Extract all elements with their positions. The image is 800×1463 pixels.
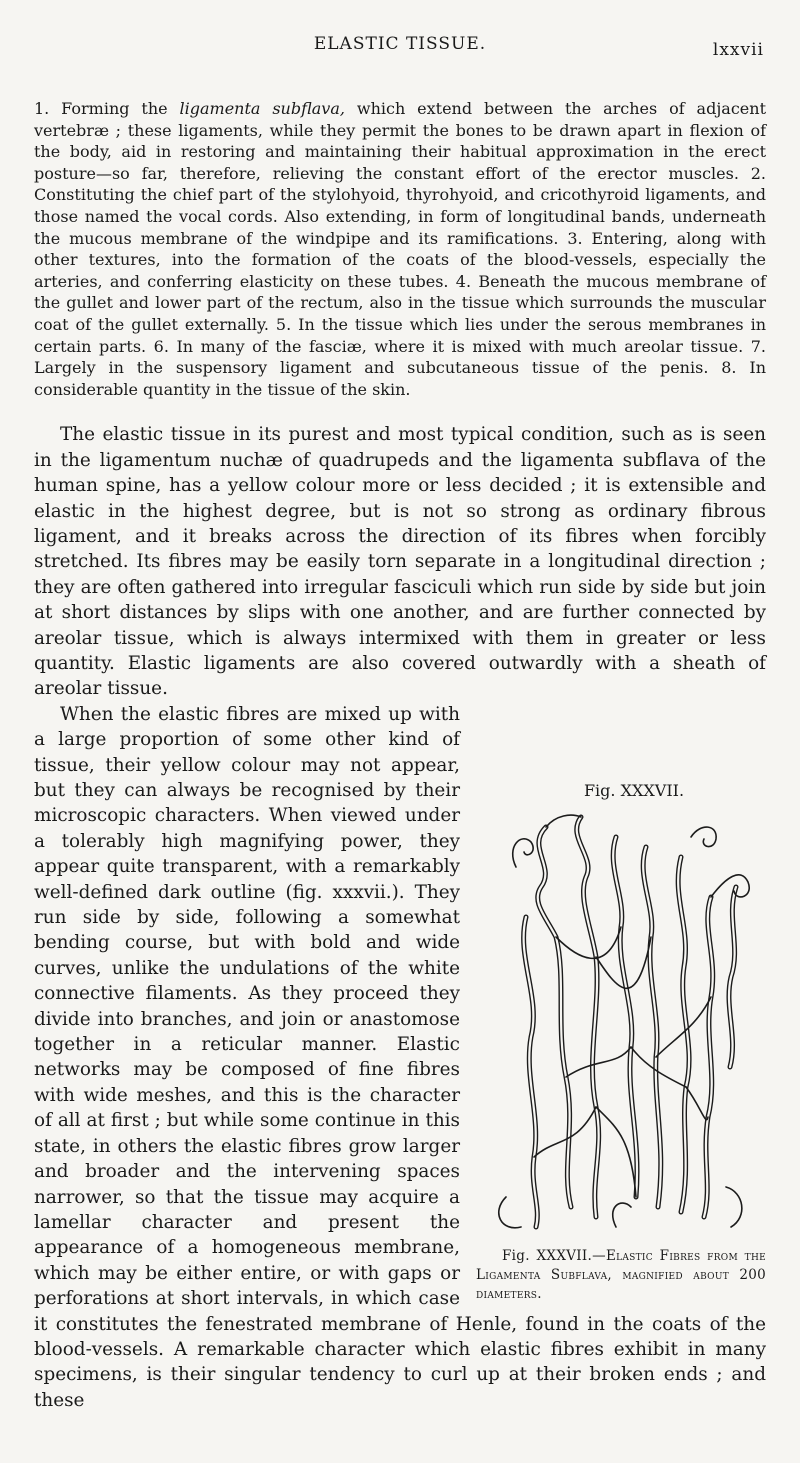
paragraph-2-text: When the elastic fibres are mixed up with a large proportion of some other kind of tissue, their yellow colour may not appear, but they can always be recognised by their microscopic characters. When viewed under a tolerably high magnifying power, they appear quite transparent, with a remarkably well-defined dark outline (fig. xxxvii.). They run side by side, following a somewhat bending course, but with bold and wide curves, unlike the undulations of the white connective filaments. As they proceed they divide into branches, and join or anastomose together in a reticular manner. Elastic networks may be composed of fine fibres with wide meshes, and this is the character of all at first ; but while some continue in this state, in others the elastic fibres grow larger and broader and the intervening spaces narrower, so that the tissue may acquire a lamellar character and present the appearance of a homogeneous membrane, which may be either entire, or with gaps or perforations at short intervals, in which case it constitutes the fenestrated membrane of Henle, found in the coats of the blood-vessels. A remarkable character which elastic fibres exhibit in many specimens, is their singular tendency to curl up at their broken ends ; and these	[34, 703, 766, 1411]
page-header	[34, 30, 766, 70]
paragraph-2-block	[34, 702, 766, 1413]
figure-xxxvii	[476, 764, 766, 1304]
figure-caption	[476, 1247, 766, 1304]
figure-label: Fig. XXXVII.	[583, 780, 685, 800]
body-paragraph-1: The elastic tissue in its purest and most typical condition, such as is seen in the ligamentum nuchæ of quadrupeds and the ligamenta subflava of the human spine, has a yellow colour more or less decided ; it is extensible and elastic in the highest degree, but is not so strong as ordinary fibrous ligament, and it breaks across the direction of its fibres when forcibly stretched. Its fibres may be easily torn separate in a longitudinal direction ; they are often gathered into irregular fasciculi which run side by side but join at short distances by slips with one another, and are further connected by areolar tissue, which is always intermixed with them in greater or less quantity. Elastic ligaments are also covered outwardly with a sheath of areolar tissue.	[34, 424, 766, 700]
running-title: ELASTIC TISSUE.	[313, 34, 487, 54]
italic-term: ligamenta subflava,	[179, 99, 345, 118]
elastic-fibres-illustration	[486, 807, 756, 1237]
body-paragraph-2	[34, 702, 766, 1413]
locations-list-paragraph	[34, 98, 766, 400]
page-number: lxxvii	[712, 40, 764, 60]
list-text-rest: which extend between the arches of adjacent vertebræ ; these ligaments, while they permit the bones to be drawn apart in flexion of the body, aid in restoring and maintaining their habitual approximation in the erect posture—so far, therefore, relieving the constant effort of the erector muscles. 2. Constituting the chief part of the stylohyoid, thyrohyoid, and cricothyroid ligaments, and those named the vocal cords. Also extending, in form of longitudinal bands, underneath the mucous membrane of the windpipe and its ramifications. 3. Entering, along with other textures, into the formation of the coats of the blood-vessels, especially the arteries, and conferring elasticity on these tubes. 4. Beneath the mucous membrane of the gullet and lower part of the rectum, also in the tissue which surrounds the muscular coat of the gullet externally. 5. In the tissue which lies under the serous membranes in certain parts. 6. In many of the fasciæ, where it is mixed with much areolar tissue. 7. Largely in the suspensory ligament and subcutaneous tissue of the penis. 8. In considerable quantity in the tissue of the skin.	[34, 99, 766, 399]
caption-lead: Fig. XXXVII.—	[502, 1248, 606, 1265]
caption-text: Elastic Fibres from the Ligamenta Subflava, magnified about 200 diameters.	[476, 1248, 766, 1303]
list-text-start: 1. Forming the	[34, 99, 180, 118]
